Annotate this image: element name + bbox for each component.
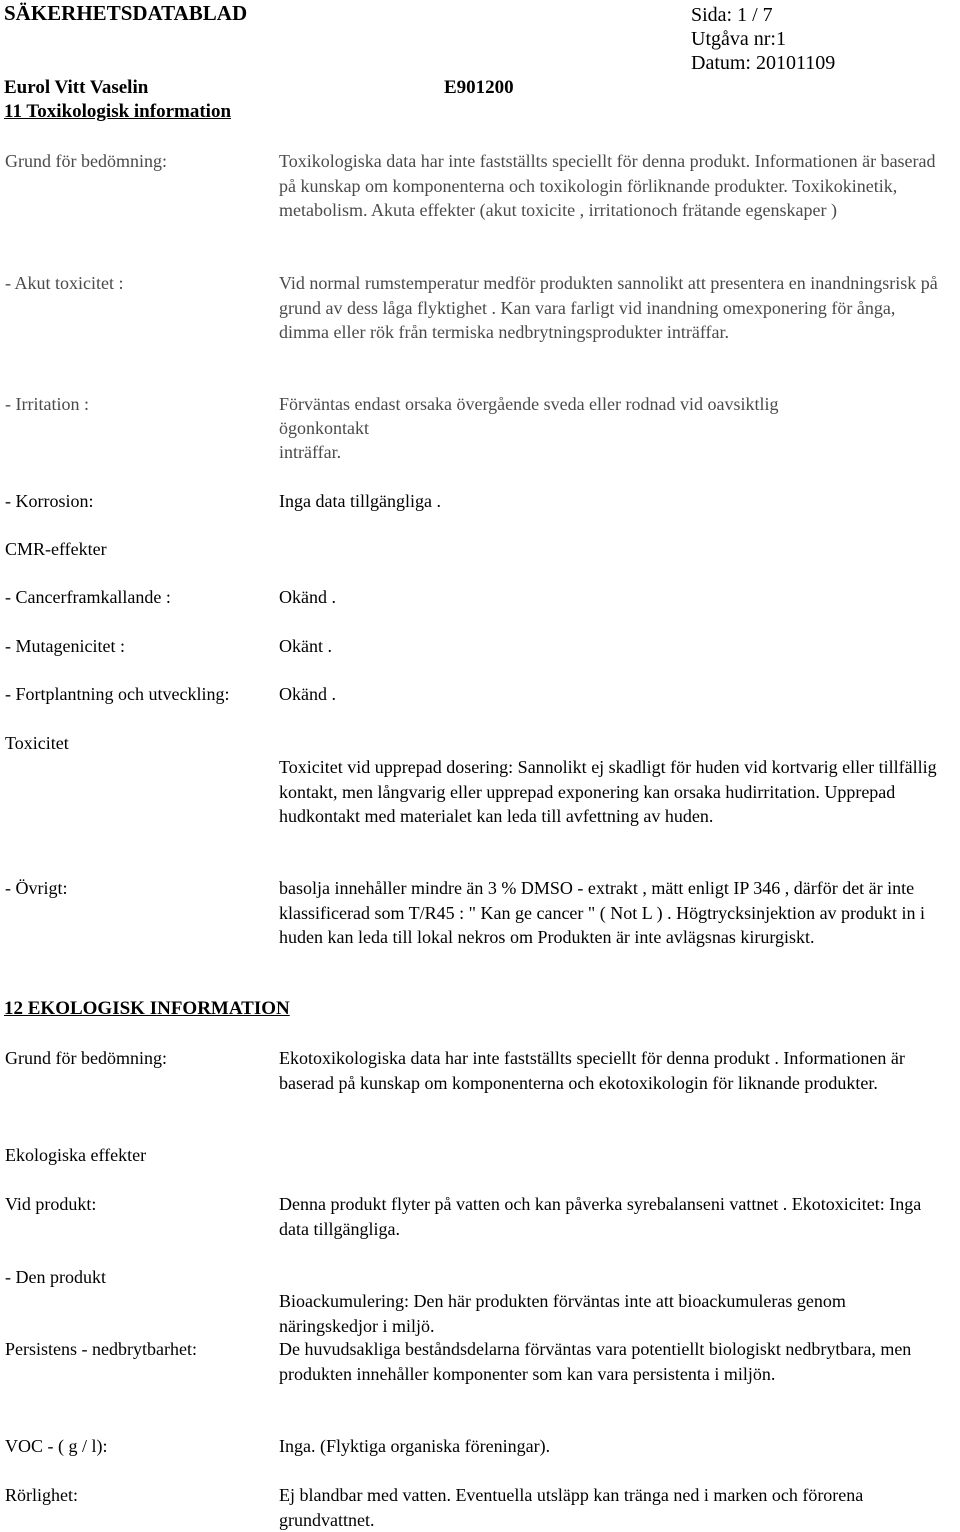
irritation-text-line-3: inträffar. bbox=[279, 442, 342, 462]
product-effect-text: Denna produkt flyter på vatten och kan påverka syrebalanseni vattnet . Ekotoxicitet: Inga data tillgängliga. bbox=[279, 1194, 922, 1239]
page-number: Sida: 1 / 7 bbox=[691, 4, 773, 26]
other-label: - Övrigt: bbox=[5, 878, 68, 898]
product-effect-label: Vid produkt: bbox=[5, 1194, 97, 1214]
den-produkt-label: - Den produkt bbox=[5, 1267, 106, 1287]
irritation-text-line-2: ögonkontakt bbox=[279, 418, 369, 438]
persistence-label: Persistens - nedbrytbarhet: bbox=[5, 1339, 197, 1359]
acute-toxicity-label: - Akut toxicitet : bbox=[5, 273, 124, 293]
mobility-label: Rörlighet: bbox=[5, 1485, 78, 1505]
reproduction-text: Okänd . bbox=[279, 684, 336, 704]
bioaccumulation-text: Bioackumulering: Den här produkten förväntas inte att bioackumuleras genom näringskedjor i miljö. bbox=[279, 1291, 846, 1336]
section-11-title: 11 Toxikologisk information bbox=[4, 101, 232, 122]
other-text: basolja innehåller mindre än 3 % DMSO - extrakt , mätt enligt IP 346 , därför det är inte klassificerad som T/R45 : " Kan ge cancer " ( Not L ) . Högtrycksinjektion av produkt in i huden kan leda till lokal nekros om Produkten är inte avlägsnas kirurgiskt. bbox=[279, 878, 926, 947]
corrosion-text: Inga data tillgängliga . bbox=[279, 491, 441, 511]
product-code: E901200 bbox=[444, 77, 514, 98]
eco-basis-label: Grund för bedömning: bbox=[5, 1048, 167, 1068]
product-name: Eurol Vitt Vaselin bbox=[4, 77, 149, 98]
toxicity-label: Toxicitet bbox=[5, 733, 69, 753]
carcinogenic-label: - Cancerframkallande : bbox=[5, 587, 171, 607]
persistence-text: De huvudsakliga beståndsdelarna förväntas vara potentiellt biologiskt nedbrytbara, men produkten innehåller komponenter som kan vara persistenta i miljön. bbox=[279, 1339, 912, 1384]
reproduction-label: - Fortplantning och utveckling: bbox=[5, 684, 230, 704]
eco-effects-heading: Ekologiska effekter bbox=[5, 1145, 147, 1165]
voc-text: Inga. (Flyktiga organiska föreningar). bbox=[279, 1436, 551, 1456]
document-date: Datum: 20101109 bbox=[691, 52, 836, 74]
eco-basis-text: Ekotoxikologiska data har inte fastställts speciellt för denna produkt . Informationen är baserad på kunskap om komponenterna och ekotoxikologin för liknande produkter. bbox=[279, 1048, 905, 1093]
edition-number: Utgåva nr:1 bbox=[691, 28, 786, 50]
mutagenic-text: Okänt . bbox=[279, 636, 332, 656]
irritation-text-line-1: Förväntas endast orsaka övergående sveda eller rodnad vid oavsiktlig bbox=[279, 394, 779, 414]
toxicity-text: Toxicitet vid upprepad dosering: Sannolikt ej skadligt för huden vid kortvarig eller tillfällig kontakt, men långvarig eller upprepad exponering kan orsaka hudirritation. Upprepad hudkontakt med materialet kan leda till avfettning av huden. bbox=[279, 757, 937, 826]
document-title: SÄKERHETSDATABLAD bbox=[4, 1, 248, 25]
acute-toxicity-text: Vid normal rumstemperatur medför produkten sannolikt att presentera en inandningsrisk på grund av dess låga flyktighet . Kan vara farligt vid inandning omexponering för ånga, dimma eller rök från termiska nedbrytningsprodukter inträffar. bbox=[279, 273, 938, 342]
voc-label: VOC - ( g / l): bbox=[5, 1436, 108, 1456]
irritation-label: - Irritation : bbox=[5, 394, 89, 414]
mobility-text: Ej blandbar med vatten. Eventuella utsläpp kan tränga ned i marken och förorena grundvattnet. bbox=[279, 1485, 864, 1530]
corrosion-label: - Korrosion: bbox=[5, 491, 94, 511]
mutagenic-label: - Mutagenicitet : bbox=[5, 636, 125, 656]
basis-label: Grund för bedömning: bbox=[5, 151, 167, 171]
carcinogenic-text: Okänd . bbox=[279, 587, 336, 607]
cmr-heading: CMR-effekter bbox=[5, 539, 107, 559]
section-12-title: 12 EKOLOGISK INFORMATION bbox=[4, 998, 290, 1019]
basis-text: Toxikologiska data har inte fastställts speciellt för denna produkt. Informationen är baserad på kunskap om komponenterna och toxikologin förliknande produkter. Toxikokinetik, metabolism. Akuta effekter (akut toxicite , irritationoch frätande egenskaper ) bbox=[279, 151, 936, 220]
